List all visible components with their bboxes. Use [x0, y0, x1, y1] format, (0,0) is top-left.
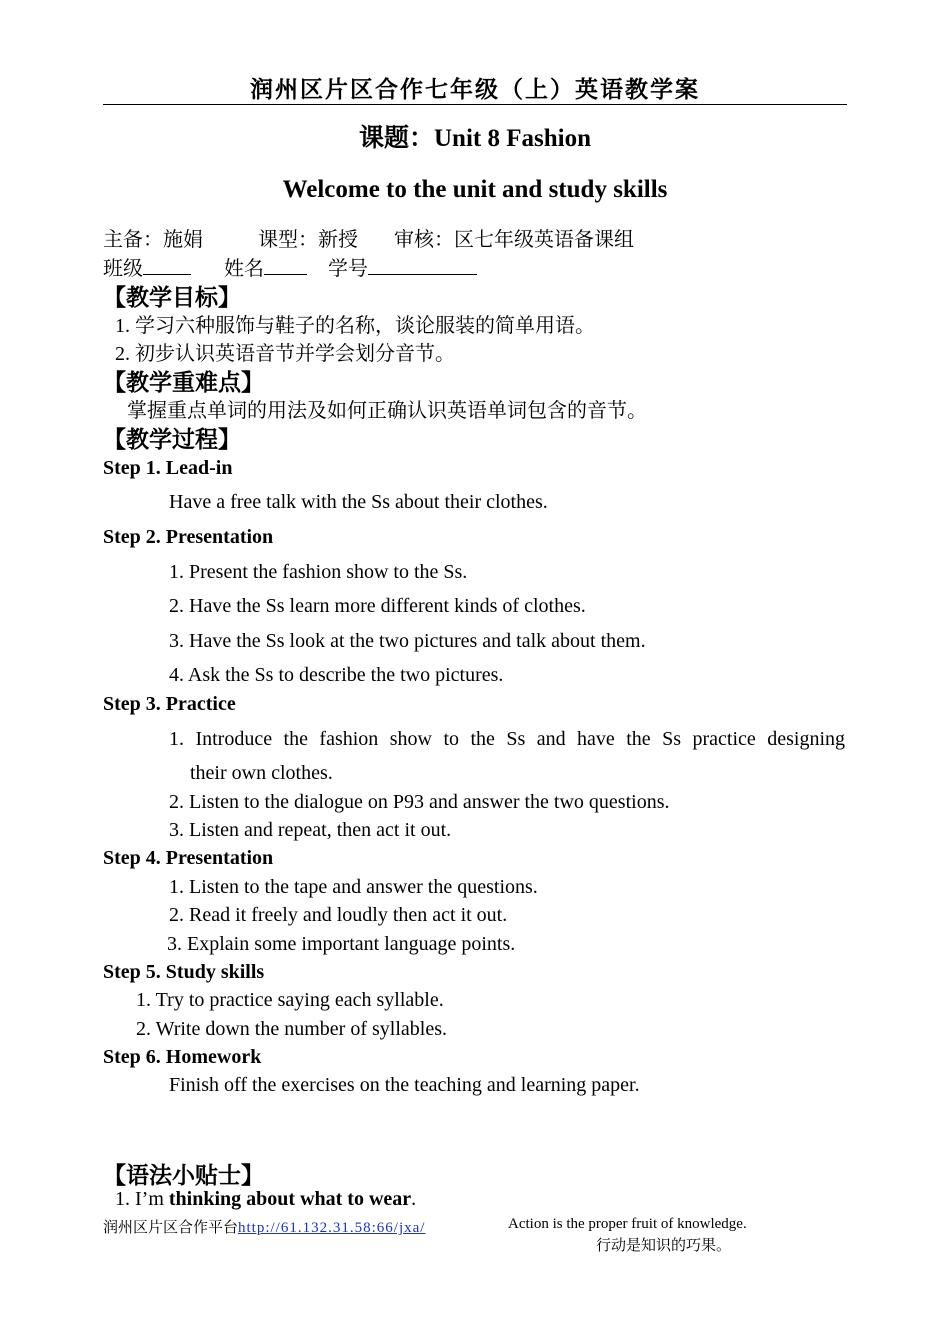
- footer-platform: 润州区片区合作平台: [103, 1220, 239, 1236]
- step-item: 2. Listen to the dialogue on P93 and answer the two questions.: [169, 791, 670, 813]
- step-title: Step 6. Homework: [103, 1046, 262, 1068]
- name-label: 姓名: [224, 258, 264, 280]
- footer-link[interactable]: http://61.132.31.58:66/jxa/: [238, 1220, 426, 1236]
- step-title: Step 1. Lead-in: [103, 457, 233, 479]
- step-item: 3. Listen and repeat, then act it out.: [169, 819, 452, 841]
- meta-lesson-type: 课型：新授: [258, 229, 358, 251]
- grammar-item: [115, 1188, 416, 1211]
- step-title: Step 4. Presentation: [103, 847, 274, 869]
- class-field: [103, 252, 191, 281]
- step-item: 2. Read it freely and loudly then act it out.: [169, 904, 508, 926]
- name-blank[interactable]: [264, 254, 307, 275]
- key-points-heading: 【教学重难点】: [103, 370, 264, 395]
- name-field: [224, 252, 307, 281]
- number-label: 学号: [328, 258, 368, 280]
- step-item: Have a free talk with the Ss about their clothes.: [169, 491, 548, 513]
- goal-item: 1. 学习六种服饰与鞋子的名称，谈论服装的简单用语。: [115, 315, 595, 337]
- page-header: 润州区片区合作七年级（上）英语教学案: [103, 74, 847, 105]
- step-item: 3. Explain some important language points.: [167, 933, 516, 955]
- step-item: 1. Introduce the fashion show to the Ss and have the Ss practice designing: [169, 728, 845, 750]
- step-title: Step 5. Study skills: [103, 961, 265, 983]
- grammar-item-suffix: .: [411, 1188, 417, 1210]
- step-item: 1. Present the fashion show to the Ss.: [169, 561, 468, 583]
- process-heading: 【教学过程】: [103, 427, 241, 452]
- step-item: 1. Listen to the tape and answer the questions.: [169, 876, 538, 898]
- step-item: 3. Have the Ss look at the two pictures and talk about them.: [169, 630, 646, 652]
- lesson-subtitle: Welcome to the unit and study skills: [282, 176, 668, 203]
- number-field: [328, 252, 477, 281]
- grammar-item-prefix: 1. I’m: [115, 1188, 169, 1210]
- step-title: Step 3. Practice: [103, 693, 236, 715]
- number-blank[interactable]: [368, 254, 477, 275]
- class-label: 班级: [103, 258, 143, 280]
- goal-item: 2. 初步认识英语音节并学会划分音节。: [115, 343, 455, 365]
- lesson-title: 课题：Unit 8 Fashion: [359, 125, 591, 152]
- meta-prepared-by: 主备：施娟: [103, 229, 203, 251]
- step-item: 4. Ask the Ss to describe the two pictures.: [169, 664, 504, 686]
- step-item: 2. Write down the number of syllables.: [136, 1018, 447, 1040]
- class-blank[interactable]: [143, 254, 191, 275]
- footer-motto-cn: 行动是知识的巧果。: [596, 1238, 732, 1254]
- grammar-item-bold: thinking about what to wear: [168, 1188, 412, 1210]
- goals-heading: 【教学目标】: [103, 285, 241, 310]
- step-item-continuation: their own clothes.: [190, 762, 333, 784]
- step-title: Step 2. Presentation: [103, 526, 274, 548]
- page-footer: [103, 1216, 425, 1237]
- step-item: Finish off the exercises on the teaching and learning paper.: [169, 1074, 640, 1096]
- footer-motto-en: Action is the proper fruit of knowledge.: [508, 1216, 747, 1232]
- step-item: 2. Have the Ss learn more different kinds of clothes.: [169, 595, 586, 617]
- meta-reviewed-by: 审核：区七年级英语备课组: [394, 229, 634, 251]
- grammar-heading: 【语法小贴士】: [103, 1163, 264, 1188]
- key-points-text: 掌握重点单词的用法及如何正确认识英语单词包含的音节。: [127, 400, 647, 422]
- step-item: 1. Try to practice saying each syllable.: [136, 989, 444, 1011]
